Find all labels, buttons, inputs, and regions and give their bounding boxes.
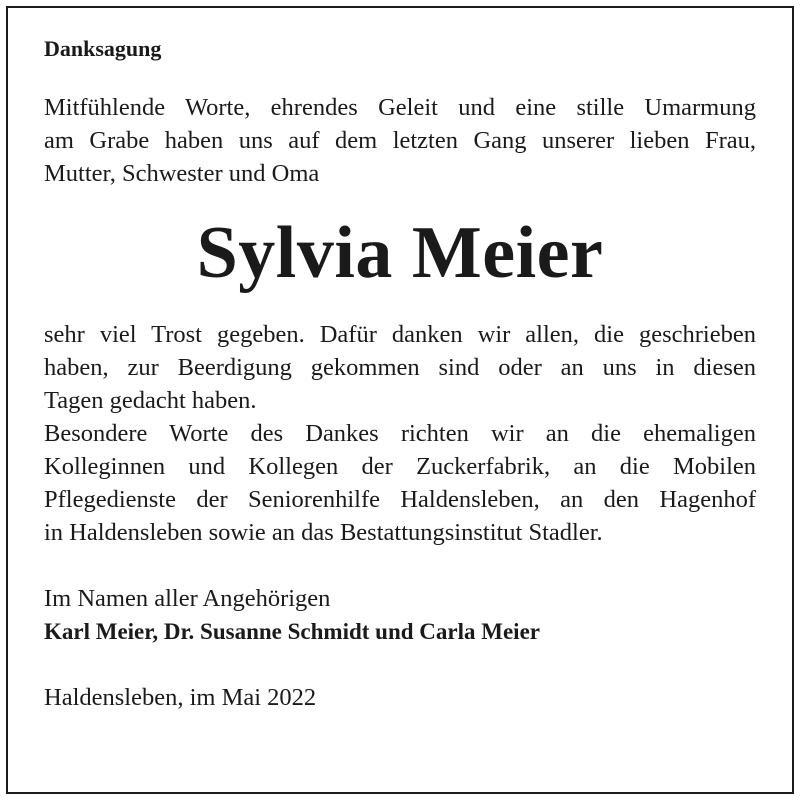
special-thanks-line: Pflegedienste der Seniorenhilfe Haldensleben, an den Hagenhof <box>44 486 756 513</box>
place-date: Haldensleben, im Mai 2022 <box>44 684 317 711</box>
special-thanks-line: in Haldensleben sowie an das Bestattungsinstitut Stadler. <box>44 519 603 546</box>
closing-line: Im Namen aller Angehörigen <box>44 585 331 612</box>
intro-line: am Grabe haben uns auf dem letzten Gang unserer lieben Frau, <box>44 127 756 154</box>
intro-paragraph <box>44 91 756 190</box>
intro-line: Mutter, Schwester und Oma <box>44 160 320 187</box>
special-thanks-line: Besondere Worte des Dankes richten wir an die ehemaligen <box>44 420 756 447</box>
special-thanks-line: Kolleginnen und Kollegen der Zuckerfabrik, an die Mobilen <box>44 453 756 480</box>
thanks-line: sehr viel Trost gegeben. Dafür danken wir allen, die geschrieben <box>44 321 756 348</box>
deceased-name: Sylvia Meier <box>196 212 604 294</box>
special-thanks-paragraph <box>44 417 756 549</box>
thanks-line: haben, zur Beerdigung gekommen sind oder an uns in diesen <box>44 354 756 381</box>
notice-content <box>44 32 756 714</box>
notice-frame <box>6 6 794 794</box>
intro-line: Mitfühlende Worte, ehrendes Geleit und eine stille Umarmung <box>44 94 756 121</box>
notice-heading: Danksagung <box>44 36 162 61</box>
thanks-paragraph <box>44 318 756 417</box>
thanks-line: Tagen gedacht haben. <box>44 387 257 414</box>
signers: Karl Meier, Dr. Susanne Schmidt und Carla Meier <box>44 619 540 644</box>
